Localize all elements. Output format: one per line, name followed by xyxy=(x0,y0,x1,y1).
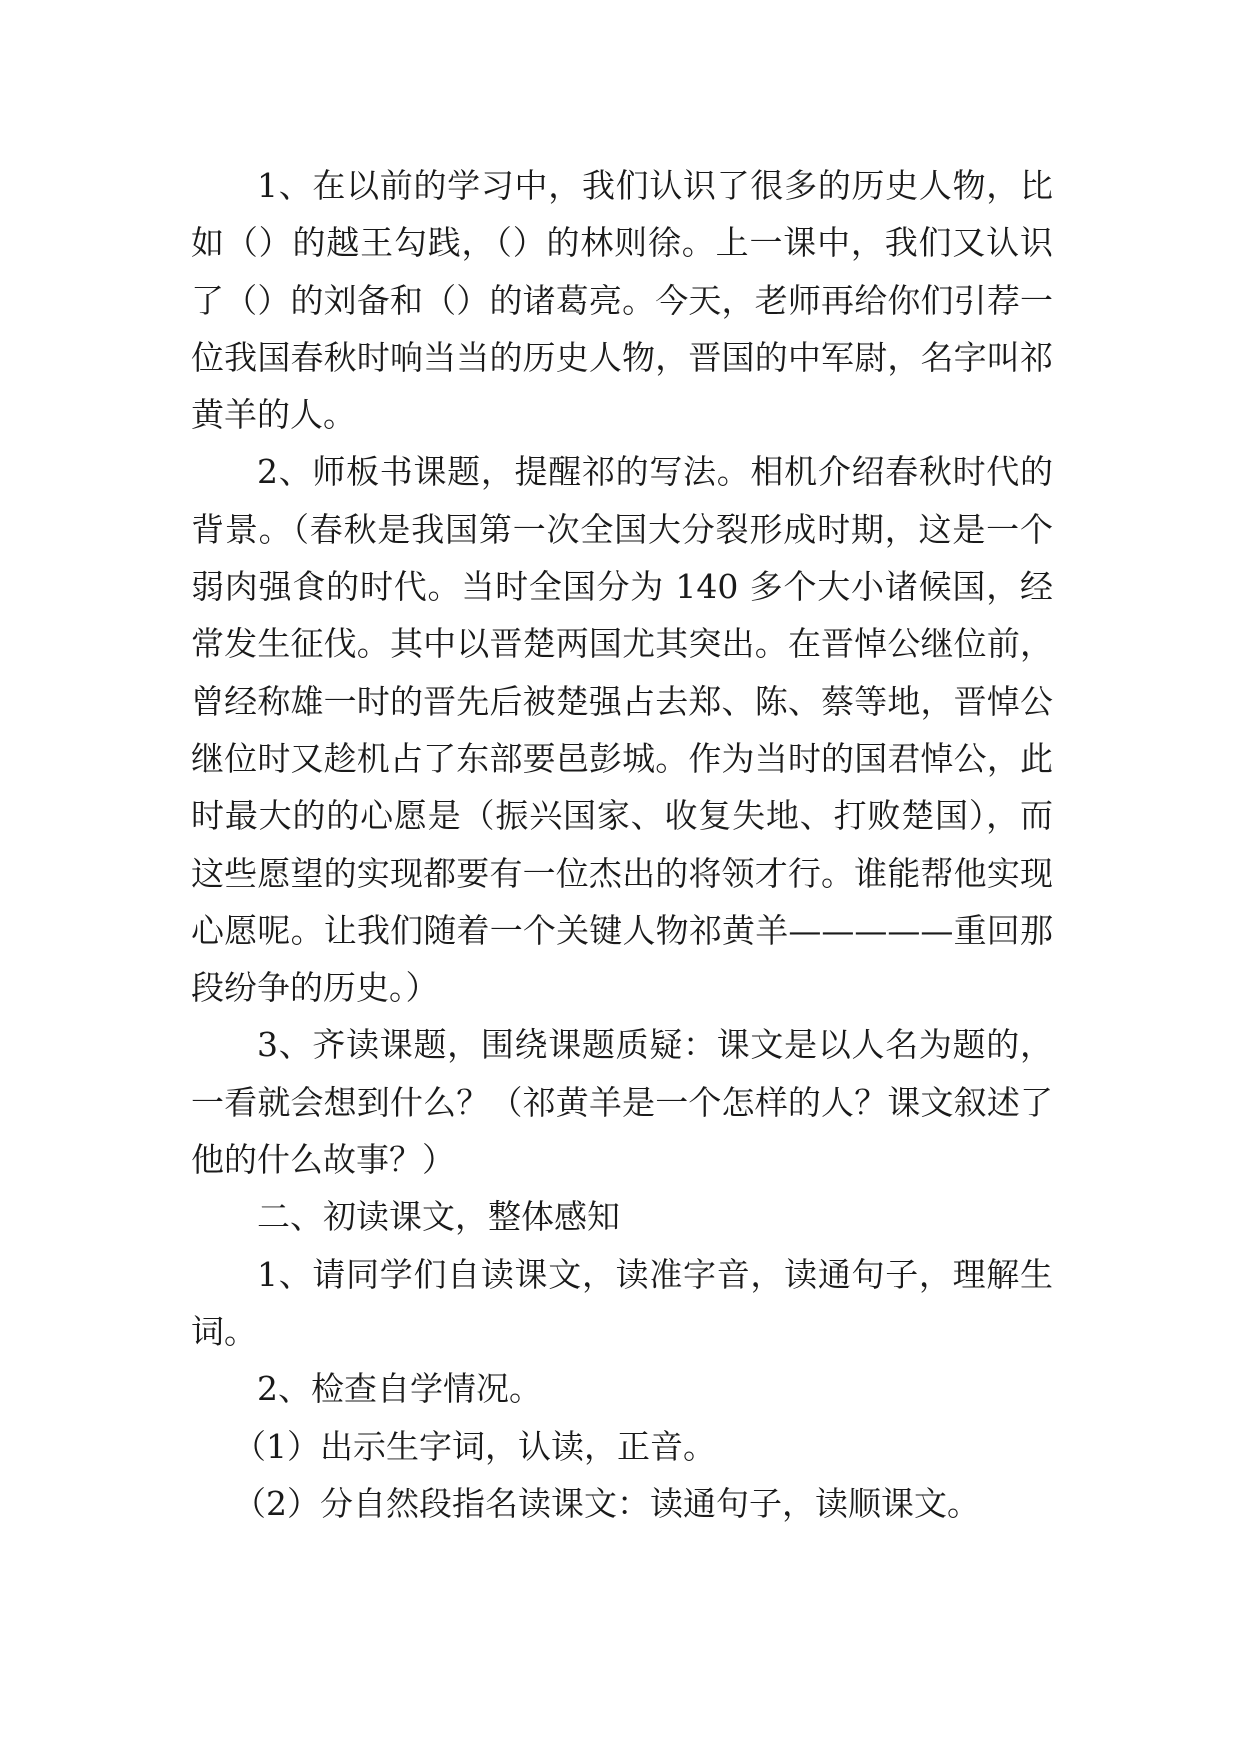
paragraph-spring-autumn-background: 2、师板书课题，提醒祁的写法。相机介绍春秋时代的背景。（春秋是我国第一次全国大分裂形成时期，这是一个弱肉强食的时代。当时全国分为 140 多个大小诸候国，经常发生征伐。其中以晋楚两国尤其突出。在晋悼公继位前，曾经称雄一时的晋先后被楚强占去郑、陈、蔡等地，晋悼公继位时又趁机占了东部要邑彭城。作为当时的国君悼公，此时最大的的心愿是（振兴国家、收复失地、打败楚国），而这些愿望的实现都要有一位杰出的将领才行。谁能帮他实现心愿呢。让我们随着一个关键人物祁黄羊—————重回那段纷争的历史。） xyxy=(191,452,1053,1008)
list-item-read-paragraphs: （2）分自然段指名读课文：读通句子，读顺课文。 xyxy=(233,1483,980,1523)
paragraph-intro-historical-figures: 1、在以前的学习中，我们认识了很多的历史人物，比如（）的越王勾践，（）的林则徐。上一课中，我们又认识了（）的刘备和（）的诸葛亮。今天，老师再给你们引荐一位我国春秋时响当当的历史人物，晋国的中军尉，名字叫祁黄羊的人。 xyxy=(191,166,1053,435)
paragraph-check-self-study: 2、检查自学情况。 xyxy=(257,1369,542,1409)
paragraph-title-questions: 3、齐读课题，围绕课题质疑：课文是以人名为题的，一看就会想到什么？（祁黄羊是一个怎样的人？课文叙述了他的什么故事？） xyxy=(191,1025,1053,1180)
paragraph-self-reading: 1、请同学们自读课文，读准字音，读通句子，理解生词。 xyxy=(191,1254,1053,1351)
section-heading-initial-reading: 二、初读课文，整体感知 xyxy=(257,1197,620,1237)
document-body xyxy=(191,157,1053,1532)
list-item-new-words: （1）出示生字词，认读，正音。 xyxy=(233,1426,716,1466)
